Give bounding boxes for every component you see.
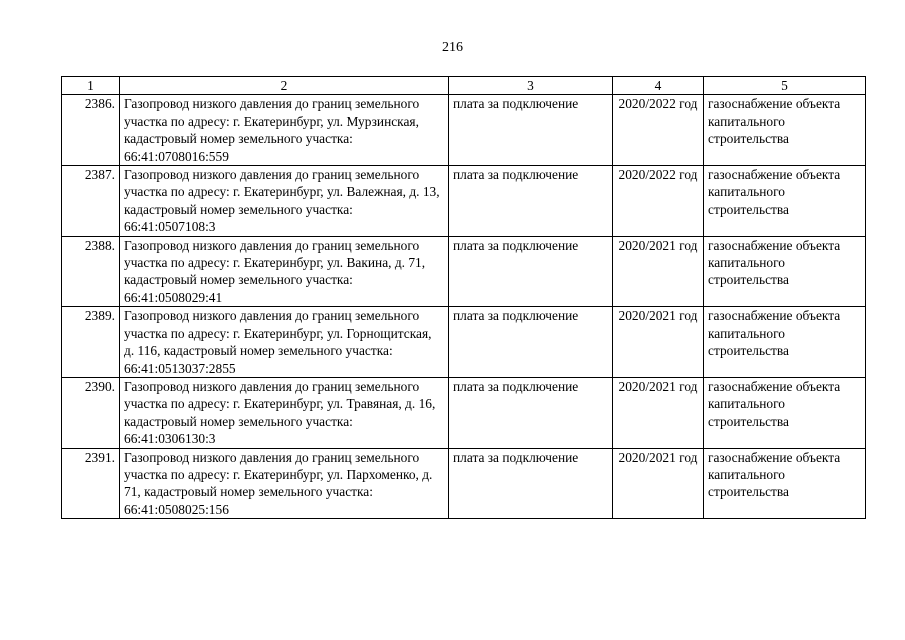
payment-type: плата за подключение	[449, 307, 613, 378]
table-row	[62, 236, 866, 307]
object-description: Газопровод низкого давления до границ земельного участка по адресу: г. Екатеринбург, ул. Мурзинская, кадастровый номер земельного участка: 66:41:0708016:559	[120, 95, 449, 166]
table-row	[62, 307, 866, 378]
period: 2020/2022 год	[613, 95, 704, 166]
payment-type: плата за подключение	[449, 377, 613, 448]
row-number: 2386.	[62, 95, 120, 166]
purpose: газоснабжение объекта капитального строительства	[704, 448, 866, 519]
purpose: газоснабжение объекта капитального строительства	[704, 95, 866, 166]
table-row	[62, 377, 866, 448]
period: 2020/2022 год	[613, 166, 704, 237]
row-number: 2390.	[62, 377, 120, 448]
row-number: 2391.	[62, 448, 120, 519]
table-row	[62, 448, 866, 519]
payment-type: плата за подключение	[449, 448, 613, 519]
table-row	[62, 166, 866, 237]
purpose: газоснабжение объекта капитального строительства	[704, 236, 866, 307]
period: 2020/2021 год	[613, 377, 704, 448]
object-description: Газопровод низкого давления до границ земельного участка по адресу: г. Екатеринбург, ул. Валежная, д. 13, кадастровый номер земельного участка: 66:41:0507108:3	[120, 166, 449, 237]
object-description: Газопровод низкого давления до границ земельного участка по адресу: г. Екатеринбург, ул. Горнощитская, д. 116, кадастровый номер земельного участка: 66:41:0513037:2855	[120, 307, 449, 378]
payment-type: плата за подключение	[449, 166, 613, 237]
period: 2020/2021 год	[613, 448, 704, 519]
page-number: 216	[442, 40, 463, 55]
purpose: газоснабжение объекта капитального строительства	[704, 377, 866, 448]
purpose: газоснабжение объекта капитального строительства	[704, 307, 866, 378]
column-header-4: 4	[613, 77, 704, 95]
table-row	[62, 95, 866, 166]
purpose: газоснабжение объекта капитального строительства	[704, 166, 866, 237]
object-description: Газопровод низкого давления до границ земельного участка по адресу: г. Екатеринбург, ул. Вакина, д. 71, кадастровый номер земельного участка: 66:41:0508029:41	[120, 236, 449, 307]
object-description: Газопровод низкого давления до границ земельного участка по адресу: г. Екатеринбург, ул. Травяная, д. 16, кадастровый номер земельного участка: 66:41:0306130:3	[120, 377, 449, 448]
column-header-1: 1	[62, 77, 120, 95]
row-number: 2388.	[62, 236, 120, 307]
period: 2020/2021 год	[613, 236, 704, 307]
period: 2020/2021 год	[613, 307, 704, 378]
column-header-2: 2	[120, 77, 449, 95]
row-number: 2387.	[62, 166, 120, 237]
column-header-3: 3	[449, 77, 613, 95]
data-table	[61, 76, 866, 519]
header-row	[62, 77, 866, 95]
payment-type: плата за подключение	[449, 95, 613, 166]
object-description: Газопровод низкого давления до границ земельного участка по адресу: г. Екатеринбург, ул. Пархоменко, д. 71, кадастровый номер земельного участка: 66:41:0508025:156	[120, 448, 449, 519]
payment-type: плата за подключение	[449, 236, 613, 307]
row-number: 2389.	[62, 307, 120, 378]
column-header-5: 5	[704, 77, 866, 95]
